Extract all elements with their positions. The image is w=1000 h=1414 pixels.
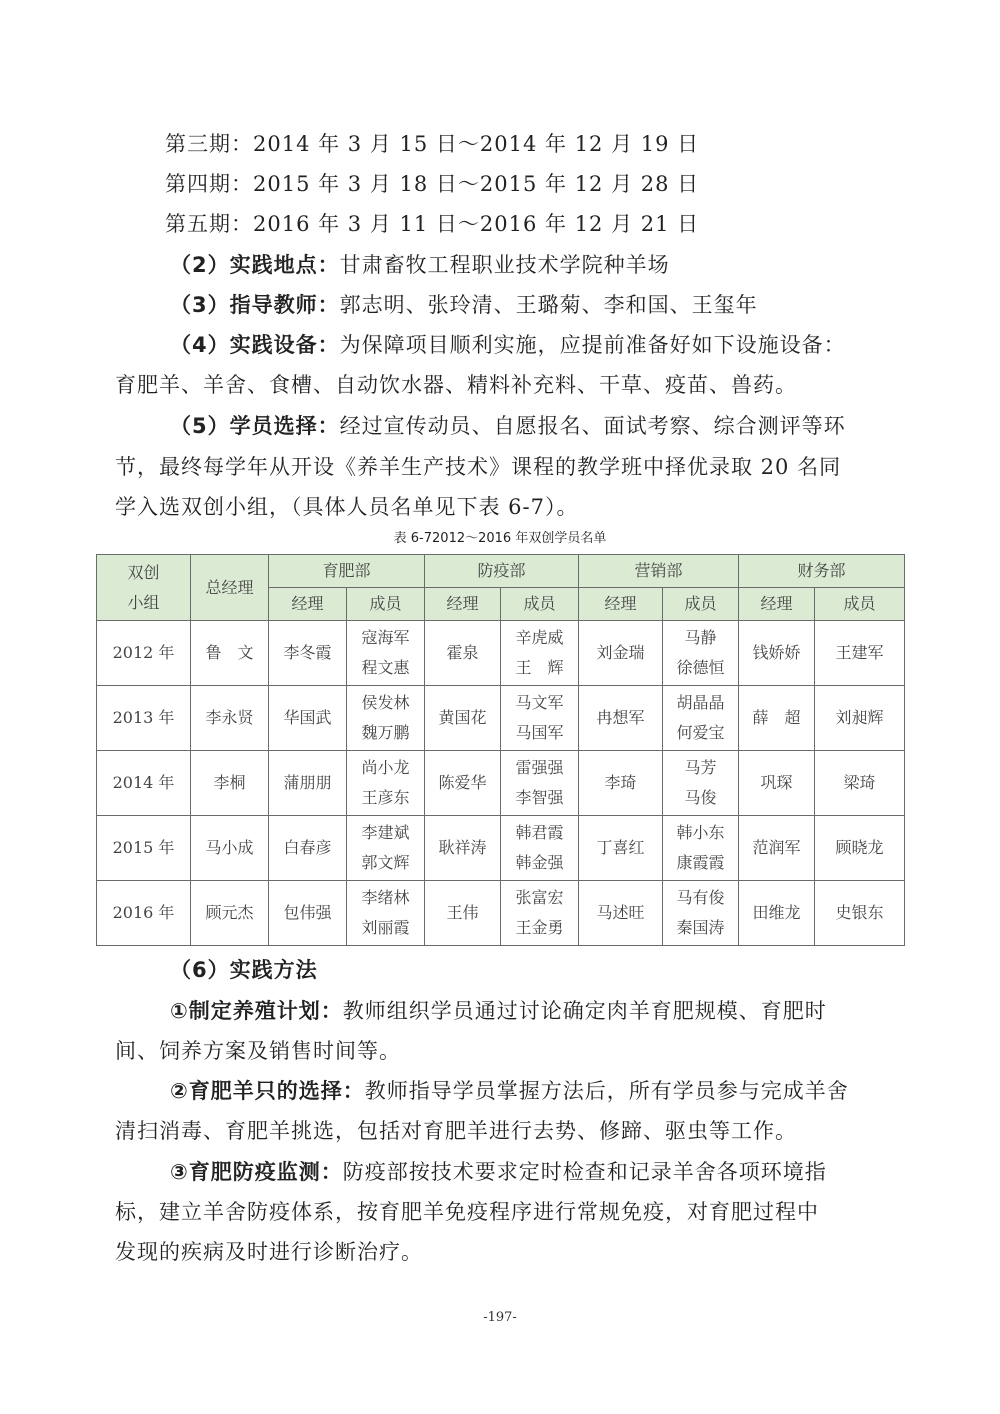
cell-d2-mem <box>501 881 579 946</box>
cell-d2-mem <box>501 751 579 816</box>
cell-gm: 马小成 <box>191 816 269 881</box>
selection-text-1: 经过宣传动员、自愿报名、面试考察、综合测评等环 <box>339 414 846 438</box>
period-5: 第五期：2016 年 3 月 11 日～2016 年 12 月 21 日 <box>165 212 700 236</box>
header-member: 成员 <box>815 588 905 621</box>
member-name: 韩君霞 <box>515 823 564 842</box>
cell-d2-mgr: 王伟 <box>425 881 501 946</box>
cell-d4-mgr: 范润军 <box>739 816 815 881</box>
cell-d3-mgr: 刘金瑞 <box>579 621 663 686</box>
member-name: 王金勇 <box>515 918 564 937</box>
cell-d3-mem <box>663 751 739 816</box>
cell-d4-mem: 梁琦 <box>815 751 905 816</box>
method-3-text-3: 发现的疾病及时进行诊断治疗。 <box>115 1240 423 1264</box>
cell-d1-mgr: 白春彦 <box>269 816 347 881</box>
cell-d3-mem <box>663 621 739 686</box>
header-gm: 总经理 <box>191 555 269 621</box>
header-dept-marketing: 营销部 <box>579 555 739 588</box>
header-group <box>97 555 191 621</box>
cell-d2-mem <box>501 621 579 686</box>
member-name: 李智强 <box>515 788 564 807</box>
member-name: 马文军 <box>515 693 564 712</box>
cell-d3-mgr: 马述旺 <box>579 881 663 946</box>
member-name: 徐德恒 <box>676 658 725 677</box>
member-name: 康霞霞 <box>676 853 725 872</box>
cell-d4-mem: 刘昶辉 <box>815 686 905 751</box>
member-name: 李建斌 <box>361 823 410 842</box>
cell-d1-mem <box>347 881 425 946</box>
cell-d4-mem: 王建军 <box>815 621 905 686</box>
table-row <box>97 751 905 816</box>
method-3-text-1: 防疫部按技术要求定时检查和记录羊舍各项环境指 <box>342 1160 827 1184</box>
cell-d1-mgr: 华国武 <box>269 686 347 751</box>
member-name: 李绪林 <box>361 888 410 907</box>
cell-d1-mgr: 李冬霞 <box>269 621 347 686</box>
period-4: 第四期：2015 年 3 月 18 日～2015 年 12 月 28 日 <box>165 172 700 196</box>
header-manager: 经理 <box>269 588 347 621</box>
member-name: 刘丽霞 <box>361 918 410 937</box>
member-name: 雷强强 <box>515 758 564 777</box>
cell-d3-mem <box>663 816 739 881</box>
header-member: 成员 <box>347 588 425 621</box>
header-dept-epidemic: 防疫部 <box>425 555 579 588</box>
cell-d3-mgr: 丁喜红 <box>579 816 663 881</box>
method-2-text-1: 教师指导学员掌握方法后，所有学员参与完成羊舍 <box>364 1079 849 1103</box>
cell-d3-mgr: 李琦 <box>579 751 663 816</box>
member-name: 马有俊 <box>676 888 725 907</box>
header-row-1 <box>97 555 905 588</box>
cell-d2-mgr: 陈爱华 <box>425 751 501 816</box>
method-1 <box>170 997 1000 1025</box>
table-row <box>97 621 905 686</box>
teachers-text: 郭志明、张玲清、王璐菊、李和国、王玺年 <box>339 293 758 317</box>
member-name: 魏万鹏 <box>361 723 410 742</box>
cell-gm: 顾元杰 <box>191 881 269 946</box>
cell-d1-mem <box>347 686 425 751</box>
location-paragraph <box>170 251 1000 279</box>
table-row <box>97 686 905 751</box>
cell-d1-mem <box>347 751 425 816</box>
cell-d4-mgr: 巩琛 <box>739 751 815 816</box>
member-name: 王彦东 <box>361 788 410 807</box>
equipment-text-1: 为保障项目顺利实施，应提前准备好如下设施设备： <box>339 333 846 357</box>
method-2-text-2: 清扫消毒、育肥羊挑选，包括对育肥羊进行去势、修蹄、驱虫等工作。 <box>115 1119 797 1143</box>
header-dept-finance: 财务部 <box>739 555 905 588</box>
cell-d2-mgr: 霍泉 <box>425 621 501 686</box>
table-caption: 表 6-72012～2016 年双创学员名单 <box>393 531 607 546</box>
cell-d1-mem <box>347 816 425 881</box>
cell-year: 2014 年 <box>97 751 191 816</box>
header-manager: 经理 <box>579 588 663 621</box>
member-name: 胡晶晶 <box>676 693 725 712</box>
cell-d2-mem <box>501 816 579 881</box>
cell-d2-mgr: 黄国花 <box>425 686 501 751</box>
cell-year: 2012 年 <box>97 621 191 686</box>
cell-gm: 李桐 <box>191 751 269 816</box>
cell-d1-mgr: 蒲朋朋 <box>269 751 347 816</box>
table-row <box>97 816 905 881</box>
cell-d1-mem <box>347 621 425 686</box>
cell-d3-mem <box>663 881 739 946</box>
method-1-text-2: 间、饲养方案及销售时间等。 <box>115 1039 401 1063</box>
selection-text-2: 节，最终每学年从开设《养羊生产技术》课程的教学班中择优录取 20 名同 <box>115 455 842 479</box>
cell-gm: 李永贤 <box>191 686 269 751</box>
header-member: 成员 <box>663 588 739 621</box>
cell-d4-mem: 顾晓龙 <box>815 816 905 881</box>
member-name: 韩金强 <box>515 853 564 872</box>
methods-heading <box>170 956 1000 984</box>
cell-gm: 鲁 文 <box>191 621 269 686</box>
method-2-label: ②育肥羊只的选择： <box>170 1079 365 1103</box>
equipment-paragraph <box>170 331 1000 359</box>
member-name: 韩小东 <box>676 823 725 842</box>
header-member: 成员 <box>501 588 579 621</box>
cell-d4-mgr: 钱娇娇 <box>739 621 815 686</box>
equipment-label: （4）实践设备： <box>170 333 340 357</box>
header-dept-fattening: 育肥部 <box>269 555 425 588</box>
cell-year: 2015 年 <box>97 816 191 881</box>
period-3: 第三期：2014 年 3 月 15 日～2014 年 12 月 19 日 <box>165 132 700 156</box>
method-3 <box>170 1158 1000 1186</box>
member-name: 王 辉 <box>515 658 564 677</box>
cell-d3-mgr: 冉想军 <box>579 686 663 751</box>
location-label: （2）实践地点： <box>170 253 340 277</box>
method-3-text-2: 标，建立羊舍防疫体系，按育肥羊免疫程序进行常规免疫，对育肥过程中 <box>115 1200 819 1224</box>
member-name: 马芳 <box>684 758 717 777</box>
member-name: 秦国涛 <box>676 918 725 937</box>
cell-d1-mgr: 包伟强 <box>269 881 347 946</box>
selection-paragraph <box>170 412 1000 440</box>
location-text: 甘肃畜牧工程职业技术学院种羊场 <box>339 253 670 277</box>
cell-d2-mem <box>501 686 579 751</box>
member-name: 程文惠 <box>361 658 410 677</box>
header-manager: 经理 <box>739 588 815 621</box>
selection-label: （5）学员选择： <box>170 414 340 438</box>
member-name: 何爱宝 <box>676 723 725 742</box>
member-name: 尚小龙 <box>361 758 410 777</box>
member-name: 马俊 <box>684 788 717 807</box>
cell-year: 2016 年 <box>97 881 191 946</box>
header-manager: 经理 <box>425 588 501 621</box>
member-name: 辛虎威 <box>515 628 564 647</box>
header-group-line1: 双创 <box>127 562 160 582</box>
member-name: 侯发林 <box>361 693 410 712</box>
header-group-line2: 小组 <box>127 592 160 612</box>
cell-d4-mgr: 薛 超 <box>739 686 815 751</box>
method-2 <box>170 1077 1000 1105</box>
roster-table <box>96 554 905 946</box>
member-name: 寇海军 <box>361 628 410 647</box>
member-name: 马静 <box>684 628 717 647</box>
methods-heading-text: （6）实践方法 <box>170 958 318 982</box>
member-name: 张富宏 <box>515 888 564 907</box>
page-number: -197- <box>483 1310 517 1325</box>
selection-text-3: 学入选双创小组，（具体人员名单见下表 6-7）。 <box>115 495 579 519</box>
cell-d4-mem: 史银东 <box>815 881 905 946</box>
teachers-paragraph <box>170 291 1000 319</box>
member-name: 郭文辉 <box>361 853 410 872</box>
method-1-label: ①制定养殖计划： <box>170 999 343 1023</box>
equipment-text-2: 育肥羊、羊舍、食槽、自动饮水器、精料补充料、干草、疫苗、兽药。 <box>115 373 797 397</box>
cell-d3-mem <box>663 686 739 751</box>
member-name: 马国军 <box>515 723 564 742</box>
method-3-label: ③育肥防疫监测： <box>170 1160 343 1184</box>
method-1-text-1: 教师组织学员通过讨论确定肉羊育肥规模、育肥时 <box>342 999 827 1023</box>
table-row <box>97 881 905 946</box>
cell-year: 2013 年 <box>97 686 191 751</box>
cell-d2-mgr: 耿祥涛 <box>425 816 501 881</box>
cell-d4-mgr: 田维龙 <box>739 881 815 946</box>
teachers-label: （3）指导教师： <box>170 293 340 317</box>
